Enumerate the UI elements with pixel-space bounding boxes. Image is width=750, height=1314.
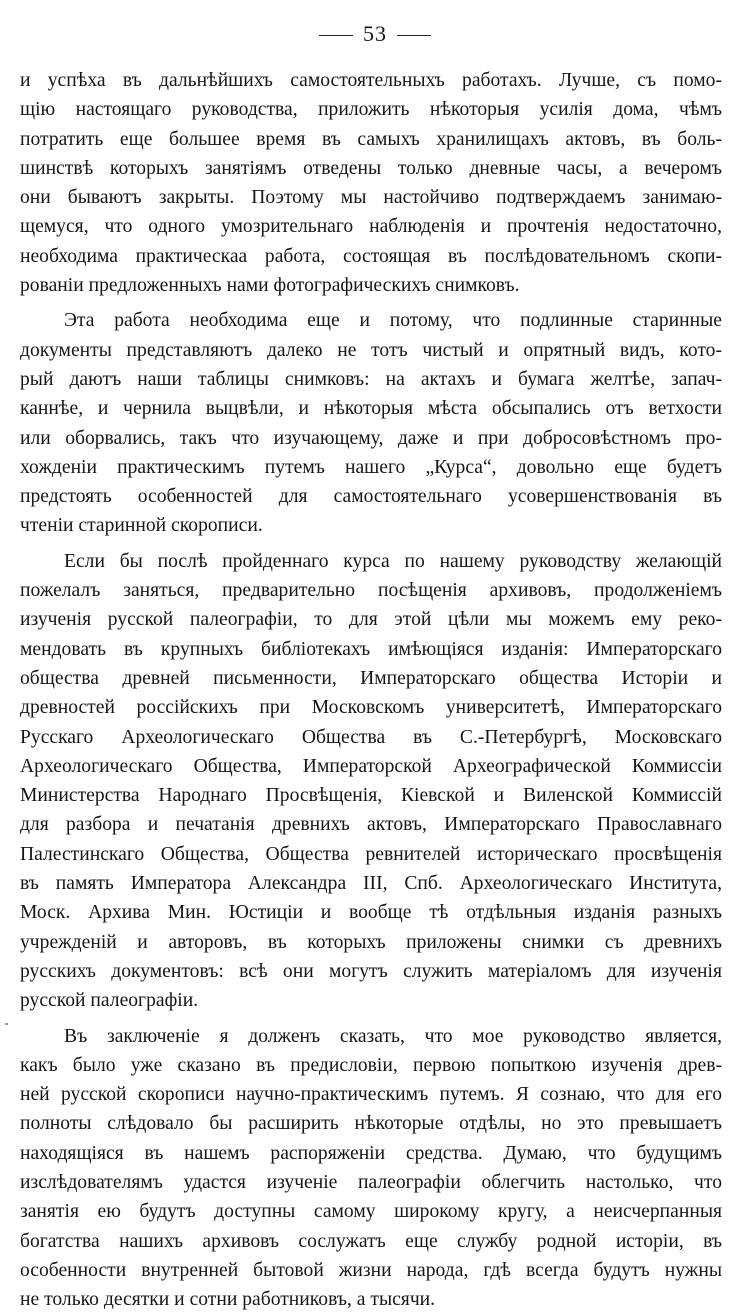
text-line: особенности внутренней бытовой жизни народа, гдѣ всегда будутъ нужны xyxy=(20,1256,722,1285)
text-line: хожденіи практическимъ путемъ нашего „Курса“, довольно еще будетъ xyxy=(20,453,722,482)
text-line: изслѣдователямъ удастся изученіе палеографіи облегчить настолько, что xyxy=(20,1168,722,1197)
text-line: Въ заключеніе я долженъ сказать, что мое руководство является, xyxy=(20,1022,722,1051)
text-line: какъ было уже сказано въ предисловіи, первою попыткою изученія древ- xyxy=(20,1051,722,1080)
text-line: потратить еще большее время въ самыхъ хранилищахъ актовъ, въ боль- xyxy=(20,125,722,154)
text-line: пожелалъ заняться, предварительно посѣщенія архивовъ, продолженіемъ xyxy=(20,576,722,605)
header-rule-right xyxy=(397,35,431,36)
text-line: полноты слѣдовало бы расширить нѣкоторые отдѣлы, но это превышаетъ xyxy=(20,1109,722,1138)
margin-mark xyxy=(5,1023,8,1025)
page-number: 53 xyxy=(363,21,387,47)
text-line: шинствѣ которыхъ занятіямъ отведены только дневные часы, а вечеромъ xyxy=(20,154,722,183)
body-text xyxy=(20,66,722,1314)
header-rule-left xyxy=(319,35,353,36)
text-line: мендовать въ крупныхъ библіотекахъ имѣющіяся изданія: Императорскаго xyxy=(20,635,722,664)
text-line: предстоять особенностей для самостоятельнаго усовершенствованія въ xyxy=(20,482,722,511)
text-line: Палестинскаго Общества, Общества ревнителей историческаго просвѣщенія xyxy=(20,840,722,869)
paragraph xyxy=(20,1022,722,1314)
page-header xyxy=(0,16,750,52)
text-line: ней русской скорописи научно-практическимъ путемъ. Я сознаю, что для его xyxy=(20,1080,722,1109)
text-line: и успѣха въ дальнѣйшихъ самостоятельныхъ работахъ. Лучше, съ помо- xyxy=(20,66,722,95)
text-line: Эта работа необходима еще и потому, что подлинные старинные xyxy=(20,306,722,335)
text-line: занятія ею будутъ доступны самому широкому кругу, а неисчерпанныя xyxy=(20,1197,722,1226)
text-line: щемуся, что одного умозрительнаго наблюденія и прочтенія недостаточно, xyxy=(20,212,722,241)
text-line: документы представляютъ далеко не тотъ чистый и опрятный видъ, кото- xyxy=(20,336,722,365)
text-line: общества древней письменности, Императорскаго общества Исторіи и xyxy=(20,664,722,693)
text-line: русскихъ документовъ: всѣ они могутъ служить матеріаломъ для изученія xyxy=(20,957,722,986)
paragraph xyxy=(20,547,722,1016)
text-line: щію настоящаго руководства, приложить нѣкоторыя усилія дома, чѣмъ xyxy=(20,95,722,124)
text-line: необходима практическаа работа, состоящая въ послѣдовательномъ скопи- xyxy=(20,242,722,271)
text-line: въ память Императора Александра III, Спб. Археологическаго Института, xyxy=(20,869,722,898)
text-line: Моск. Архива Мин. Юстиціи и вообще тѣ отдѣльныя изданія разныхъ xyxy=(20,898,722,927)
text-line: не только десятки и сотни работниковъ, а тысячи. xyxy=(20,1285,722,1314)
text-line: Если бы послѣ пройденнаго курса по нашему руководству желающій xyxy=(20,547,722,576)
paragraph xyxy=(20,306,722,540)
text-line: находящіяся въ нашемъ распоряженіи средства. Думаю, что будущимъ xyxy=(20,1139,722,1168)
text-line: Археологическаго Общества, Императорской Археографической Коммиссіи xyxy=(20,752,722,781)
text-line: русской палеографіи. xyxy=(20,986,722,1015)
text-line: изученія русской палеографіи, то для этой цѣли мы можемъ ему реко- xyxy=(20,605,722,634)
text-line: Министерства Народнаго Просвѣщенія, Кіевской и Виленской Коммиссій xyxy=(20,781,722,810)
text-line: богатства нашихъ архивовъ сослужатъ еще службу родной исторіи, въ xyxy=(20,1227,722,1256)
text-line: древностей россійскихъ при Московскомъ университетѣ, Императорскаго xyxy=(20,693,722,722)
text-line: учрежденій и авторовъ, въ которыхъ приложены снимки съ древнихъ xyxy=(20,928,722,957)
text-line: чтеніи старинной скорописи. xyxy=(20,511,722,540)
text-line: каннѣе, и чернила выцвѣли, и нѣкоторыя мѣста обсыпались отъ ветхости xyxy=(20,394,722,423)
text-line: рый даютъ наши таблицы снимковъ: на актахъ и бумага желтѣе, запач- xyxy=(20,365,722,394)
paragraph xyxy=(20,66,722,300)
text-line: они бываютъ закрыты. Поэтому мы настойчиво подтверждаемъ занимаю- xyxy=(20,183,722,212)
text-line: для разбора и печатанія древнихъ актовъ, Императорскаго Православнаго xyxy=(20,810,722,839)
text-line: или оборвались, такъ что изучающему, даже и при добросовѣстномъ про- xyxy=(20,424,722,453)
text-line: рованіи предложенныхъ нами фотографическихъ снимковъ. xyxy=(20,271,722,300)
text-line: Русскаго Археологическаго Общества въ С.-Петербургѣ, Московскаго xyxy=(20,723,722,752)
